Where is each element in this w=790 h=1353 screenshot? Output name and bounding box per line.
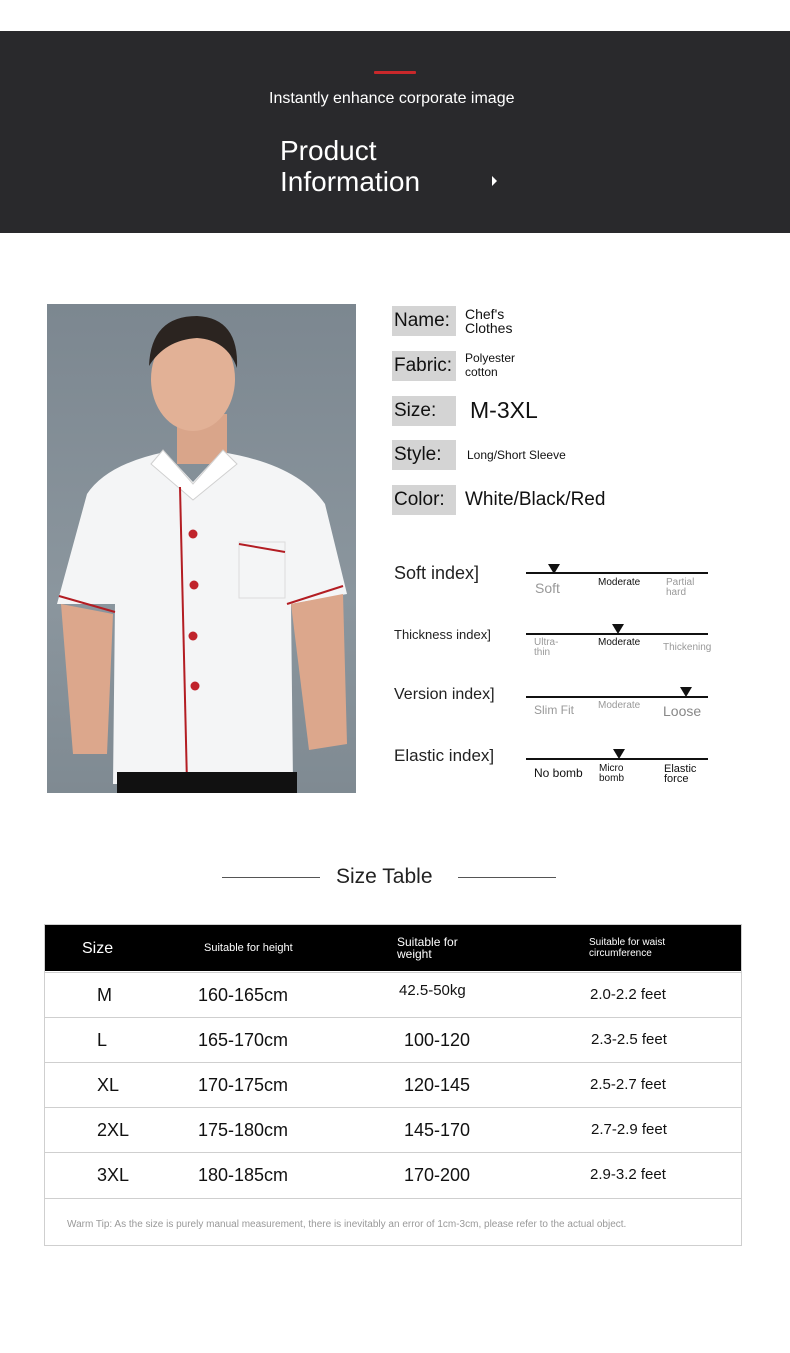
soft-index-label: Soft index] (394, 563, 480, 583)
thickness-index-marker-icon (612, 624, 624, 634)
table-row (45, 1062, 741, 1107)
heading-rule-left (222, 877, 320, 878)
elastic-index-marker-icon (613, 749, 625, 759)
thickness-option-ultra-thin: Ultra-thin (534, 637, 559, 658)
col-height: Suitable for height (204, 942, 293, 954)
version-index-label: Version index] (394, 686, 495, 703)
elastic-index-label: Elastic index] (394, 746, 495, 765)
table-row (45, 972, 741, 1017)
table-header (45, 925, 741, 971)
cell-size: M (97, 985, 112, 1005)
name-label: Name: (392, 306, 456, 336)
name-value: Chef's Clothes (465, 306, 513, 336)
fabric-label: Fabric: (392, 351, 456, 381)
elastic-option-elastic-force: Elastic force (664, 763, 697, 785)
table-row (45, 1152, 741, 1197)
thickness-option-thickening: Thickening (663, 642, 712, 653)
product-photo (47, 304, 356, 793)
cell-weight: 42.5-50kg (399, 982, 466, 999)
elastic-option-no-bomb: No bomb (534, 766, 583, 780)
cell-weight: 170-200 (404, 1165, 471, 1185)
cell-weight: 120-145 (404, 1075, 471, 1095)
cell-waist: 2.5-2.7 feet (590, 1076, 666, 1093)
heading-rule-right (458, 877, 556, 878)
cell-height: 165-170cm (198, 1030, 289, 1050)
cell-waist: 2.0-2.2 feet (590, 986, 666, 1003)
soft-option-partial-hard: Partial hard (666, 577, 695, 598)
version-option-loose: Loose (663, 703, 702, 719)
version-index-marker-icon (680, 687, 692, 697)
cell-waist: 2.9-3.2 feet (590, 1166, 666, 1183)
cell-size: 2XL (97, 1120, 130, 1140)
color-value: White/Black/Red (465, 489, 606, 510)
size-value: M-3XL (470, 397, 538, 423)
table-row (45, 1107, 741, 1152)
col-waist: Suitable for waist circumference (589, 937, 666, 959)
size-label: Size: (392, 396, 456, 426)
cell-weight: 100-120 (404, 1030, 471, 1050)
cell-size: 3XL (97, 1165, 130, 1185)
warm-tip-text: Warm Tip: As the size is purely manual measurement, there is inevitably an error of 1cm-3cm, please refer to the actual object. (67, 1219, 627, 1230)
style-label: Style: (392, 440, 456, 470)
version-option-moderate: Moderate (598, 700, 641, 711)
cell-size: XL (97, 1075, 120, 1095)
cell-weight: 145-170 (404, 1120, 471, 1140)
header-title: Product Information (280, 135, 421, 197)
cell-height: 180-185cm (198, 1165, 289, 1185)
version-option-slim-fit: Slim Fit (534, 703, 574, 717)
cell-waist: 2.3-2.5 feet (591, 1031, 667, 1048)
warm-tip-row (45, 1198, 741, 1245)
soft-index-marker-icon (548, 564, 560, 574)
chef-model-illustration (47, 304, 356, 793)
cell-height: 170-175cm (198, 1075, 289, 1095)
cell-height: 160-165cm (198, 985, 289, 1005)
soft-option-moderate: Moderate (598, 577, 641, 588)
header-subtitle: Instantly enhance corporate image (269, 90, 515, 107)
style-value: Long/Short Sleeve (467, 448, 566, 462)
col-weight: Suitable for weight (397, 935, 458, 961)
size-table-heading: Size Table (336, 865, 433, 888)
fabric-value: Polyester cotton (465, 351, 516, 379)
soft-option-soft: Soft (535, 580, 560, 596)
col-size: Size (82, 940, 114, 957)
thickness-index-label: Thickness index] (394, 627, 491, 642)
size-table (44, 924, 742, 1246)
thickness-option-moderate: Moderate (598, 637, 641, 648)
cell-height: 175-180cm (198, 1120, 289, 1140)
caret-right-icon (492, 176, 497, 186)
cell-waist: 2.7-2.9 feet (591, 1121, 667, 1138)
table-row (45, 1017, 741, 1062)
accent-line (374, 71, 416, 74)
elastic-option-micro-bomb: Micro bomb (599, 763, 625, 784)
cell-size: L (97, 1030, 108, 1050)
header-banner (0, 31, 790, 233)
color-label: Color: (392, 485, 456, 515)
